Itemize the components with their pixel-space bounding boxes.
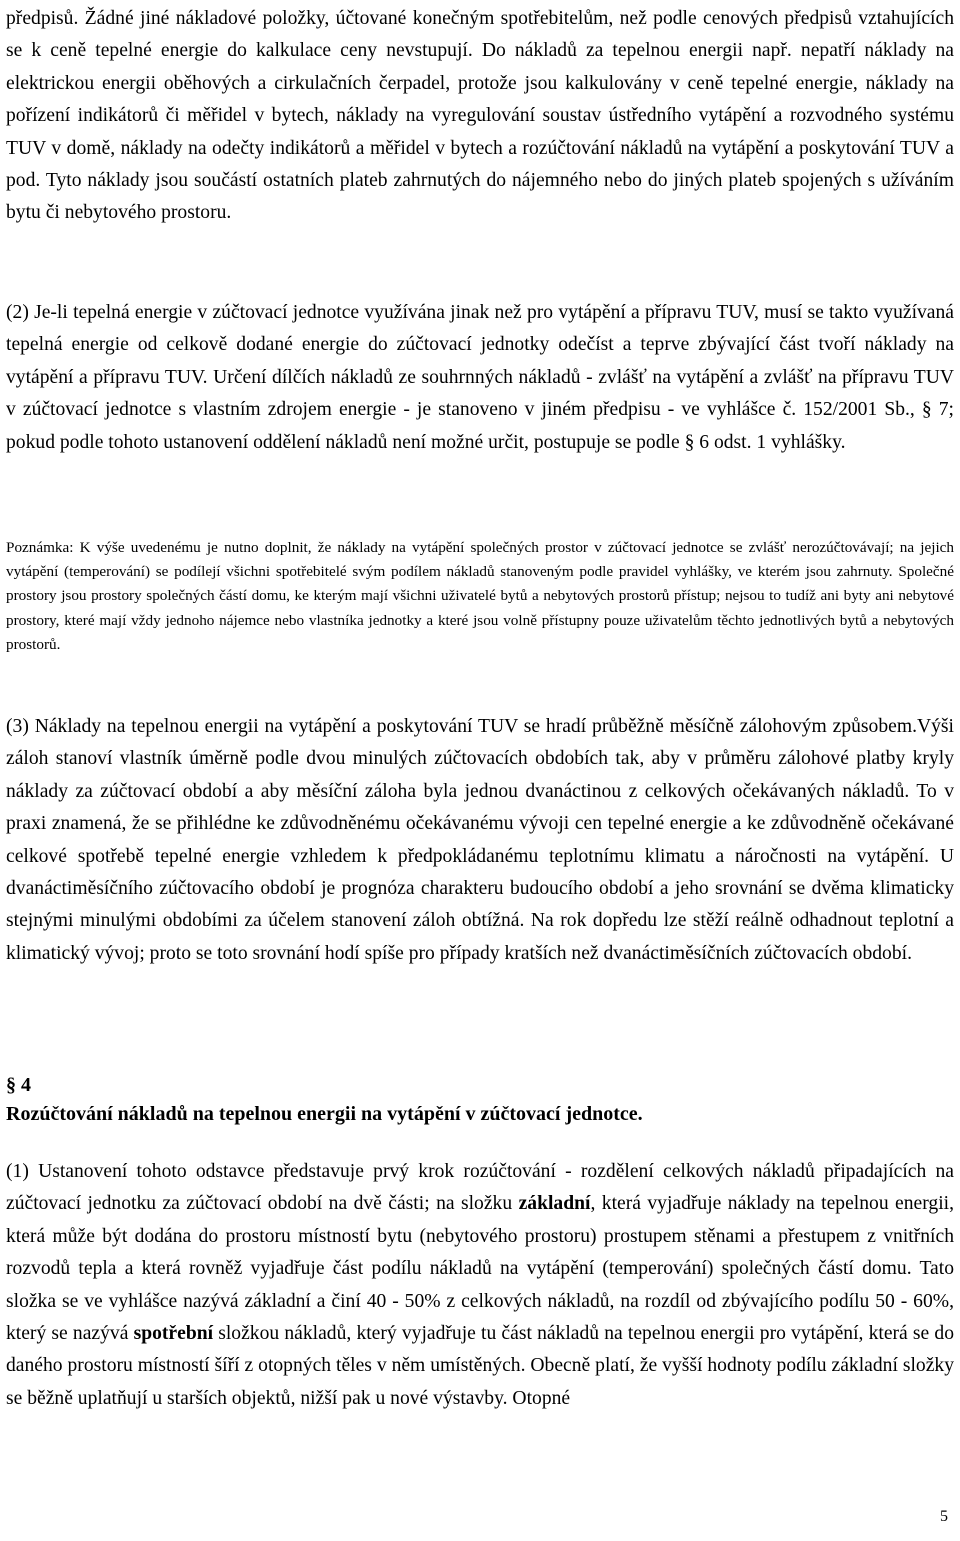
note-paragraph: Poznámka: K výše uvedenému je nutno doplnit, že náklady na vytápění společných prostor v zúčtovací jednotce se zvlášť nerozúčtovávají; na jejich vytápění (temperování) se podílejí všichni spotřebitelé svým podílem nákladů stanoveným podle pravidel vyhlášky, ve kterém jsou zahrnuty. Společné prostory jsou prostory společných částí domu, ke kterým mají všichni uživatelé bytů a nebytových prostorů přístup; nejsou to tudíž ani byty ani nebytové prostory, které mají vždy jednoho nájemce nebo vlastníka jednotky a které jsou volně přístupny pouze uživatelům těchto jednotlivých bytů a nebytových prostorů. bbox=[6, 539, 954, 653]
section-title: Rozúčtování nákladů na tepelnou energii na vytápění v zúčtovací jednotce. bbox=[6, 1103, 643, 1125]
section-number: § 4 bbox=[6, 1074, 31, 1096]
paragraph-4 bbox=[6, 1156, 954, 1415]
paragraph-4-text-2: , která vyjadřuje náklady na tepelnou energii, která může být dodána do prostoru místností bytu (nebytového prostoru) prostupem stěnami a přestupem z vnitřních rozvodů tepla a která rovněž vyjadřuje část podílu nákladů na vytápění (temperování) společných částí domu. Tato složka se ve vyhlášce nazývá základní a činí 40 - 50% z celkových nákladů, na rozdíl od zbývajícího podílu 50 - 60%, který se nazývá bbox=[6, 1193, 954, 1345]
paragraph-4-text-1: (1) Ustanovení tohoto odstavce představuje prvý krok rozúčtování - rozdělení celkových nákladů připadajících na zúčtovací jednotku za zúčtovací období na dvě části; na složku bbox=[6, 1161, 954, 1215]
paragraph-1: předpisů. Žádné jiné nákladové položky, účtované konečným spotřebitelům, než podle cenových předpisů vztahujících se k ceně tepelné energie do kalkulace ceny nevstupují. Do nákladů za tepelnou energii např. nepatří náklady na elektrickou energii oběhových a cirkulačních čerpadel, protože jsou kalkulovány v ceně tepelné energie, náklady na pořízení indikátorů či měřidel v bytech, náklady na vyregulování soustav ústředního vytápění a rozvodného systému TUV v domě, náklady na odečty indikátorů a měřidel v bytech a rozúčtování nákladů na vytápění a poskytování TUV a pod. Tyto náklady jsou součástí ostatních plateb zahrnutých do nájemného nebo do jiných plateb spojených s užíváním bytu či nebytového prostoru. bbox=[6, 8, 954, 224]
paragraph-4-bold-2: spotřební bbox=[133, 1323, 214, 1345]
paragraph-3: (3) Náklady na tepelnou energii na vytápění a poskytování TUV se hradí průběžně měsíčně zálohovým způsobem.Výši záloh stanoví vlastník úměrně podle dvou minulých zúčtovacích obdobích tak, aby v průměru zálohové platby kryly náklady za zúčtovací období a aby měsíční záloha byla jednou dvanáctinou z celkových očekávaných nákladů. To v praxi znamená, že se přihlédne ke zdůvodněnému očekávanému vývoji cen tepelné energie a ke zdůvodněně očekávané celkové spotřebě tepelné energie vzhledem k předpokládanému teplotnímu klimatu a náročnosti na vytápění. U dvanáctiměsíčního zúčtovacího období je prognóza charakteru budoucího období a jeho srovnání se dvěma klimaticky stejnými minulými obdobími za účelem stanovení záloh obtížná. Na rok dopředu lze stěží reálně odhadnout teplotní a klimatický vývoj; proto se toto srovnání hodí spíše pro případy kratších než dvanáctiměsíčních zúčtovacích období. bbox=[6, 716, 954, 964]
paragraph-4-text-3: složkou nákladů, který vyjadřuje tu část nákladů na tepelnou energii pro vytápění, která se do daného prostoru místností šíří z otopných těles v něm umístěných. Obecně platí, že vyšší hodnoty podílu základní složky se běžně uplatňují u starších objektů, nižší pak u nové výstavby. Otopné bbox=[6, 1323, 954, 1409]
paragraph-2: (2) Je-li tepelná energie v zúčtovací jednotce využívána jinak než pro vytápění a přípravu TUV, musí se takto využívaná tepelná energie od celkově dodané energie do zúčtovací jednotky odečíst a teprve zbývající část tvoří náklady na vytápění a přípravu TUV. Určení dílčích nákladů ze souhrnných nákladů - zvlášť na vytápění a zvlášť na přípravu TUV v zúčtovací jednotce s vlastním zdrojem energie - je stanoveno v jiném předpisu - ve vyhlášce č. 152/2001 Sb., § 7; pokud podle tohoto ustanovení oddělení nákladů není možné určit, postupuje se podle § 6 odst. 1 vyhlášky. bbox=[6, 302, 954, 453]
page-number: 5 bbox=[940, 1508, 948, 1525]
paragraph-4-bold-1: základní bbox=[518, 1193, 591, 1215]
